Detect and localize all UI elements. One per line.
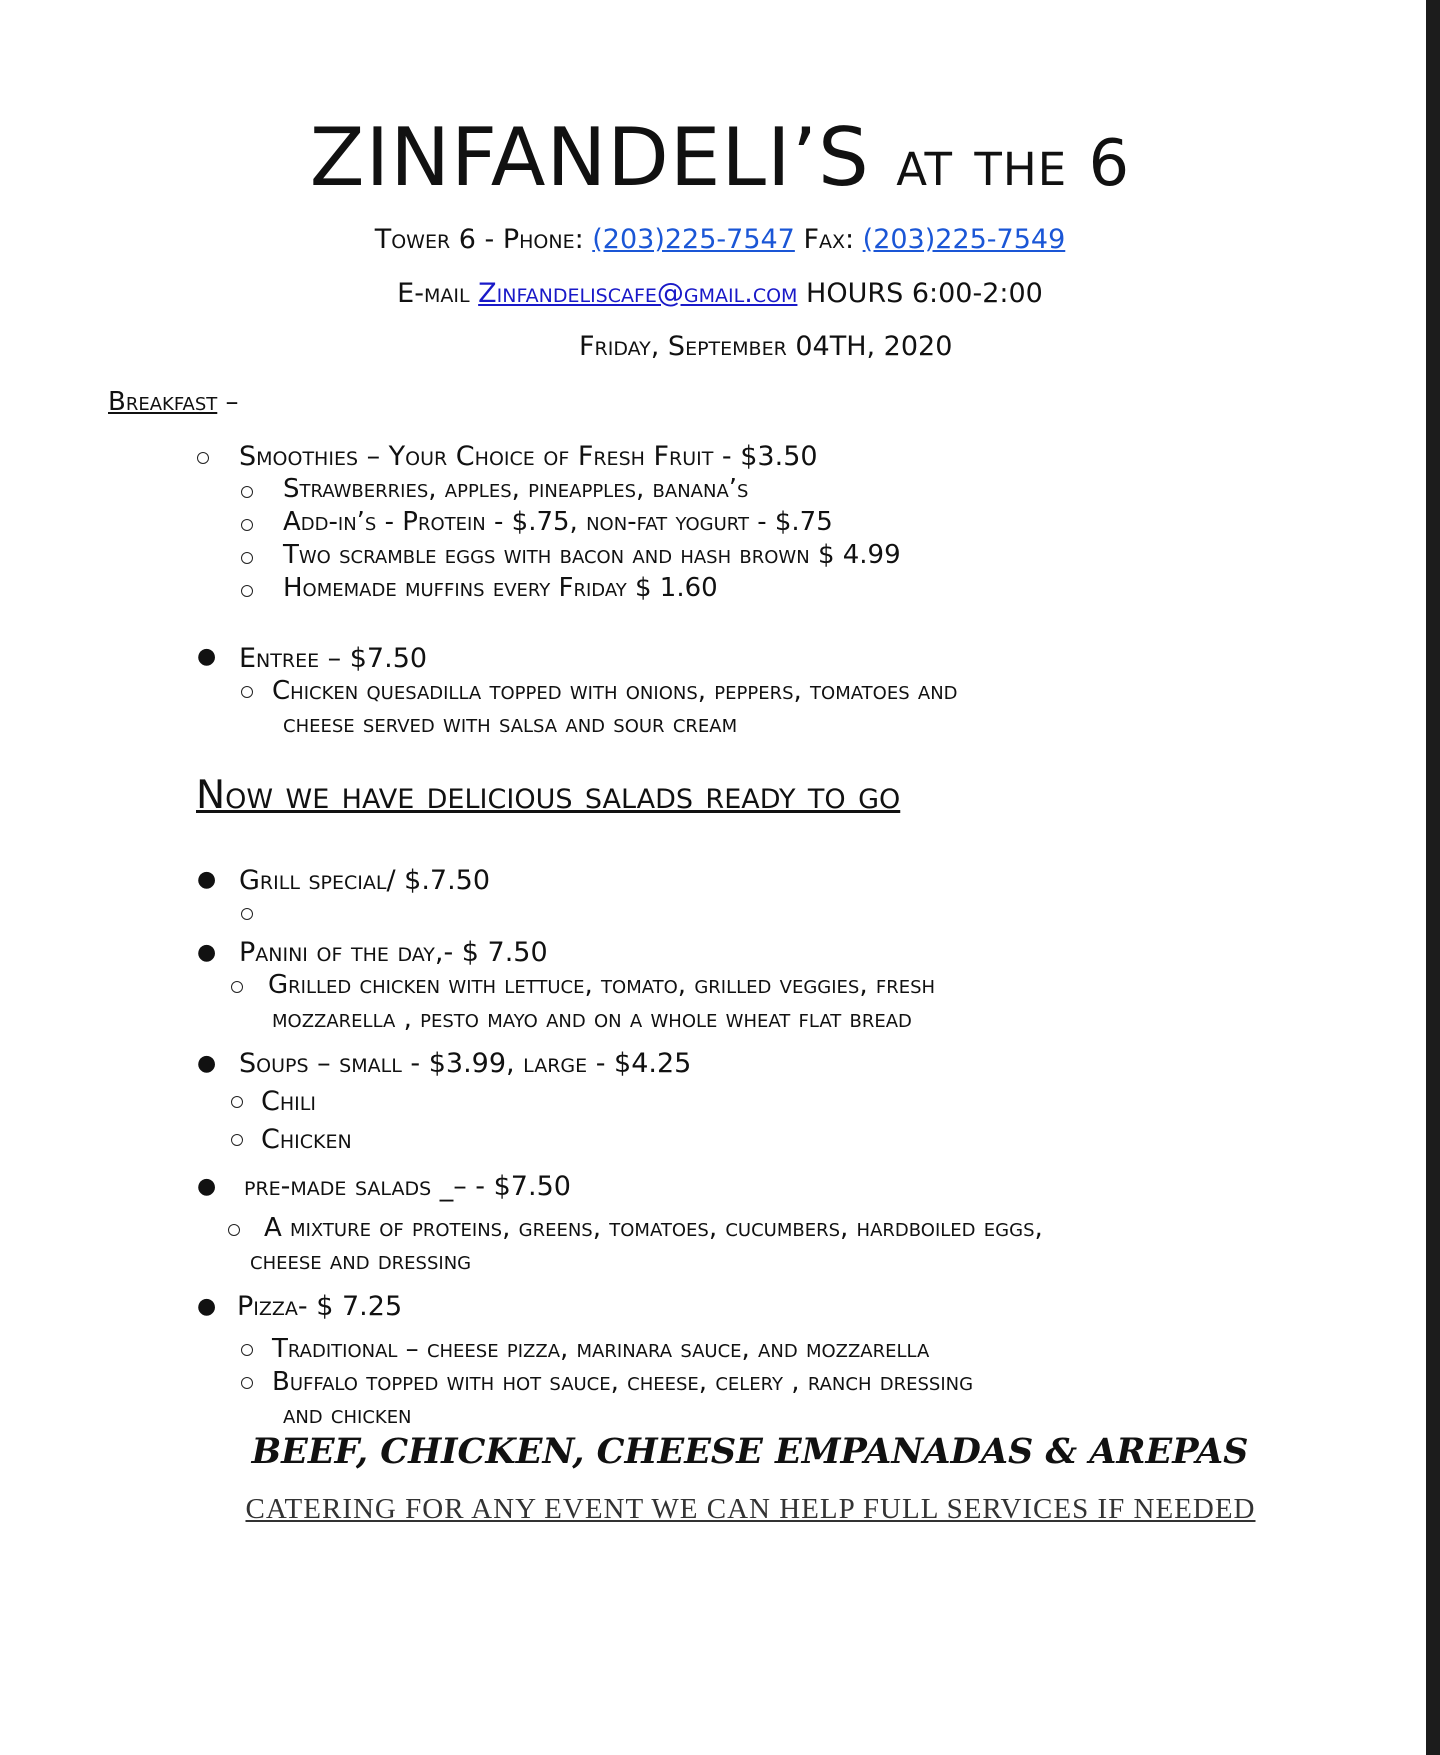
premade-salads-item: pre-made salads _– - $7.50 (244, 1171, 571, 1202)
smoothies-item: Smoothies – Your Choice of Fresh Fruit - $3.50 (239, 441, 818, 472)
breakfast-dash: – (217, 387, 239, 417)
premade-desc: cheese and dressing (250, 1246, 472, 1276)
dot-bullet: ● (197, 940, 217, 965)
dot-bullet: ● (197, 867, 217, 892)
panini-desc: mozzarella , pesto mayo and on a whole wheat flat bread (272, 1004, 912, 1034)
pizza-sub-item: and chicken (283, 1400, 412, 1430)
circle-bullet (241, 908, 253, 920)
fax-label: Fax: (794, 224, 863, 255)
circle-bullet (241, 519, 253, 531)
entree-item: Entree – $7.50 (239, 643, 428, 674)
circle-bullet (228, 1224, 240, 1236)
email-label: E-mail (397, 278, 479, 309)
fax-link[interactable]: (203)225-7549 (862, 224, 1066, 255)
email-line (0, 280, 1440, 307)
phone-label: Tower 6 - Phone: (374, 224, 593, 255)
catering-notice: CATERING FOR ANY EVENT WE CAN HELP FULL SERVICES IF NEEDED (245, 1493, 1256, 1525)
pizza-sub-item: Traditional – cheese pizza, marinara sauce, and mozzarella (272, 1334, 930, 1364)
circle-bullet (241, 486, 253, 498)
entree-desc: Chicken quesadilla topped with onions, peppers, tomatoes and (272, 676, 958, 706)
pizza-sub-item: Buffalo topped with hot sauce, cheese, celery , ranch dressing (272, 1367, 974, 1397)
panini-item: Panini of the day,- $ 7.50 (239, 937, 548, 968)
hours-text: HOURS 6:00-2:00 (797, 278, 1043, 309)
empanadas-banner: BEEF, CHICKEN, CHEESE EMPANADAS & AREPAS (251, 1431, 1249, 1472)
circle-bullet (241, 686, 253, 698)
soup-chili: Chili (261, 1086, 316, 1117)
circle-bullet (241, 585, 253, 597)
breakfast-label: Breakfast (108, 387, 218, 417)
contact-line (0, 226, 1440, 253)
dot-bullet: ● (197, 1294, 217, 1319)
entree-desc: cheese served with salsa and sour cream (283, 709, 738, 739)
panini-desc: Grilled chicken with lettuce, tomato, grilled veggies, fresh (268, 970, 936, 1000)
grill-special-item: Grill special/ $.7.50 (239, 865, 491, 896)
dot-bullet: ● (197, 1174, 217, 1199)
phone-link[interactable]: (203)225-7547 (592, 224, 795, 255)
dot-bullet: ● (197, 644, 217, 669)
dot-bullet: ● (197, 1051, 217, 1076)
circle-bullet (231, 981, 243, 993)
circle-bullet (197, 452, 209, 464)
smoothie-sub-item: Add-in’s - Protein - $.75, non-fat yogurt - $.75 (283, 507, 833, 537)
circle-bullet (231, 1134, 243, 1146)
smoothie-sub-item: Strawberries, apples, pineapples, banana’s (283, 474, 749, 504)
soups-item: Soups – small - $3.99, large - $4.25 (239, 1048, 692, 1079)
circle-bullet (241, 1377, 253, 1389)
title-rest: at the 6 (896, 127, 1131, 201)
email-link[interactable]: Zinfandeliscafe@gmail.com (478, 278, 798, 309)
soup-chicken: Chicken (261, 1124, 352, 1155)
circle-bullet (241, 1344, 253, 1356)
title-main: ZINFANDELI’S (309, 111, 870, 204)
breakfast-heading (108, 389, 239, 415)
menu-date: Friday, September 04TH, 2020 (579, 331, 953, 362)
page-edge-bar (1426, 0, 1440, 1755)
circle-bullet (231, 1096, 243, 1108)
smoothie-sub-item: Homemade muffins every Friday $ 1.60 (283, 573, 718, 603)
premade-desc: A mixture of proteins, greens, tomatoes, cucumbers, hardboiled eggs, (264, 1213, 1043, 1243)
circle-bullet (241, 552, 253, 564)
salads-heading: Now we have delicious salads ready to go (196, 773, 901, 818)
smoothie-sub-item: Two scramble eggs with bacon and hash brown $ 4.99 (283, 540, 901, 570)
page-title (0, 111, 1440, 204)
pizza-item: Pizza- $ 7.25 (237, 1291, 403, 1322)
